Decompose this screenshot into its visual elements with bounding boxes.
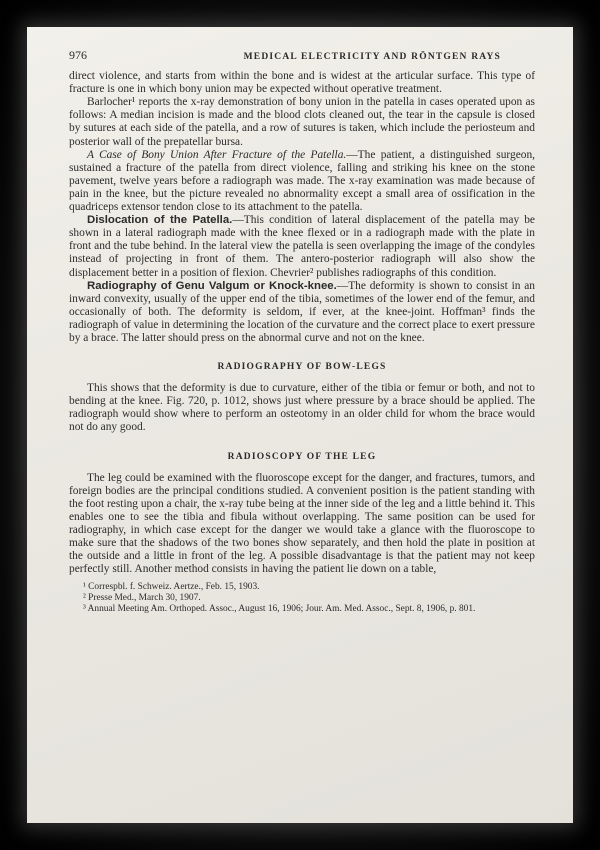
paragraph-fracture-end: direct violence, and starts from within the bone and is widest at the articular surface. This type of fracture is one in which bony union may be expected without operative treatment.	[69, 70, 535, 96]
paragraph-radioscopy: The leg could be examined with the fluoroscope except for the danger, and fractures, tumors, and foreign bodies are the principal conditions studied. A convenient position is the patient standing with the foot resting upon a chair, the x-ray tube being at the inner side of the leg and a little behind it. This enables one to see the tibia and fibula without overlapping. The same position can be used for radiography, in which case except for the danger we would take a glance with the fluoroscope to make sure that the shadows of the two bones show separately, and then hold the plate in position at the outside and a little in front of the leg. A possible disadvantage is that the patient may not keep perfectly still. Another method consists in having the patient lie down on a table,	[69, 471, 535, 576]
dislocation-body: —This condition of lateral displacement of the patella may be shown in a lateral radiograph made with the knee flexed or in a radiograph made with the plate in front and the tube behind. In the lateral view the patella is seen overlapping the image of the condyles instead of projecting in front of them. The antero-posterior radiograph will also show the displacement better in a position of flexion. Chevrier² publishes radiographs of this condition.	[69, 214, 535, 279]
running-head: MEDICAL ELECTRICITY AND RÖNTGEN RAYS	[243, 52, 501, 62]
dislocation-title: Dislocation of the Patella.	[87, 214, 233, 227]
paragraph-genu-valgum	[69, 280, 535, 345]
footnote-2: ² Presse Med., March 30, 1907.	[83, 593, 201, 604]
footnote-3: ³ Annual Meeting Am. Orthoped. Assoc., August 16, 1906; Jour. Am. Med. Assoc., Sept. 8, 1906, p. 801.	[83, 604, 476, 615]
page-number: 976	[69, 48, 87, 62]
genu-valgum-body: —The deformity is shown to consist in an inward convexity, usually of the upper end of the tibia, sometimes of the lower end of the femur, and occasionally of both. The deformity is seldom, if ever, at the knee-joint. Hoffman³ finds the radiograph of value in determining the location of the curvature and the correct place to exert pressure by a brace. The latter should press on the abnormal curve and not on the knee.	[69, 279, 536, 344]
book-page	[27, 27, 573, 823]
paragraph-barlocher: Barlocher¹ reports the x-ray demonstration of bony union in the patella in cases operated upon as follows: A median incision is made and the blood clots cleaned out, the tear in the capsule is closed by sutures at each side of the patella, and a row of sutures is taken, which include the periosteum and posterior wall of the prepatellar bursa.	[69, 96, 535, 148]
page-content	[69, 49, 535, 615]
section-heading-bow-legs: RADIOGRAPHY OF BOW-LEGS	[217, 362, 387, 373]
genu-valgum-title: Radiography of Genu Valgum or Knock-knee.	[87, 279, 337, 292]
paragraph-bony-union-case	[69, 149, 535, 214]
case-title: A Case of Bony Union After Fracture of the Patella.	[87, 148, 347, 161]
section-heading-radioscopy: RADIOSCOPY OF THE LEG	[227, 451, 377, 462]
footnotes	[69, 582, 535, 615]
paragraph-bow-legs: This shows that the deformity is due to curvature, either of the tibia or femur or both, and not to bending at the knee. Fig. 720, p. 1012, shows just where pressure by a brace should be applied. The radiograph would show where to perform an osteotomy in an older child for whom the brace would not do any good.	[69, 382, 535, 434]
page-header	[69, 49, 535, 64]
paragraph-dislocation	[69, 214, 535, 279]
case-body: —The patient, a distinguished surgeon, sustained a fracture of the patella from direct violence, falling and striking his knee on the stone pavement, twelve years before a radiograph was made. The x-ray examination was made because of pain in the knee, but the picture revealed no abnormality except a small area of ossification in the quadriceps extensor tendon close to its attachment to the patella.	[69, 148, 535, 214]
footnote-1: ¹ Correspbl. f. Schweiz. Aertze., Feb. 15, 1903.	[83, 582, 260, 593]
